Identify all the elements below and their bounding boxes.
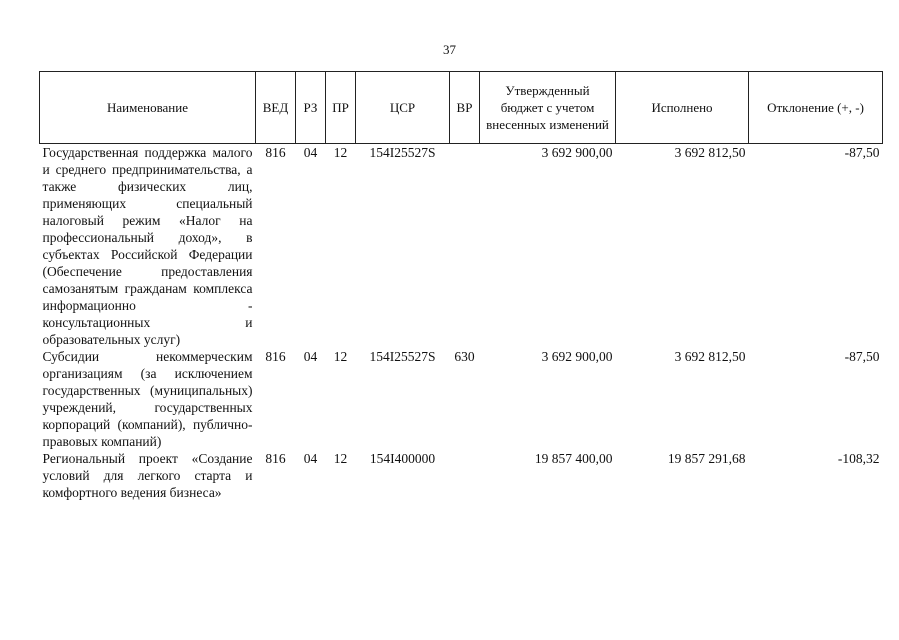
row-deviation: -87,50 bbox=[844, 349, 880, 364]
header-vr: ВР bbox=[450, 72, 480, 144]
row-approved: 3 692 900,00 bbox=[541, 349, 613, 364]
row-vr: 630 bbox=[454, 349, 475, 364]
row-ved: 816 bbox=[265, 349, 286, 364]
row-approved: 19 857 400,00 bbox=[534, 451, 613, 466]
table-row bbox=[40, 144, 883, 349]
row-executed: 19 857 291,68 bbox=[667, 451, 746, 466]
row-executed: 3 692 812,50 bbox=[674, 145, 746, 160]
row-name: Субсидии некоммерческим организациям (за исключением государственных (муниципальных) учреждений, государственных корпораций (компаний), публично-правовых компаний) bbox=[42, 349, 253, 449]
row-csr: 154I25527S bbox=[369, 145, 436, 160]
row-approved: 3 692 900,00 bbox=[541, 145, 613, 160]
row-deviation: -87,50 bbox=[844, 145, 880, 160]
row-csr: 154I400000 bbox=[369, 451, 436, 466]
row-pr: 12 bbox=[333, 349, 348, 364]
header-deviation: Отклонение (+, -) bbox=[749, 72, 883, 144]
header-executed: Исполнено bbox=[616, 72, 749, 144]
row-ved: 816 bbox=[265, 145, 286, 160]
row-name: Государственная поддержка малого и среднего предпринимательства, а также физических лиц, применяющих специальный налоговый режим «Налог на профессиональный доход», в субъектах Российской Федерации (Обеспечение предоставления самозанятым гражданам комплекса информационно - консультационных и образовательных услуг) bbox=[42, 145, 253, 347]
table-row bbox=[40, 450, 883, 501]
header-csr: ЦСР bbox=[356, 72, 450, 144]
table-header-row bbox=[40, 72, 883, 144]
row-rz: 04 bbox=[303, 451, 318, 466]
row-csr: 154I25527S bbox=[369, 349, 436, 364]
header-pr: ПР bbox=[326, 72, 356, 144]
header-ved: ВЕД bbox=[256, 72, 296, 144]
header-name: Наименование bbox=[40, 72, 256, 144]
row-vr bbox=[450, 144, 480, 349]
row-rz: 04 bbox=[303, 349, 318, 364]
row-rz: 04 bbox=[303, 145, 318, 160]
row-name: Региональный проект «Создание условий для легкого старта и комфортного ведения бизнеса» bbox=[42, 451, 253, 500]
row-pr: 12 bbox=[333, 451, 348, 466]
row-ved: 816 bbox=[265, 451, 286, 466]
page-number: 37 bbox=[443, 42, 456, 57]
header-rz: РЗ bbox=[296, 72, 326, 144]
budget-table bbox=[39, 71, 883, 501]
row-pr: 12 bbox=[333, 145, 348, 160]
row-vr bbox=[450, 450, 480, 501]
row-deviation: -108,32 bbox=[837, 451, 880, 466]
header-approved: Утвержденный бюджет с учетом внесенных изменений bbox=[480, 72, 616, 144]
table-row bbox=[40, 348, 883, 450]
row-executed: 3 692 812,50 bbox=[674, 349, 746, 364]
